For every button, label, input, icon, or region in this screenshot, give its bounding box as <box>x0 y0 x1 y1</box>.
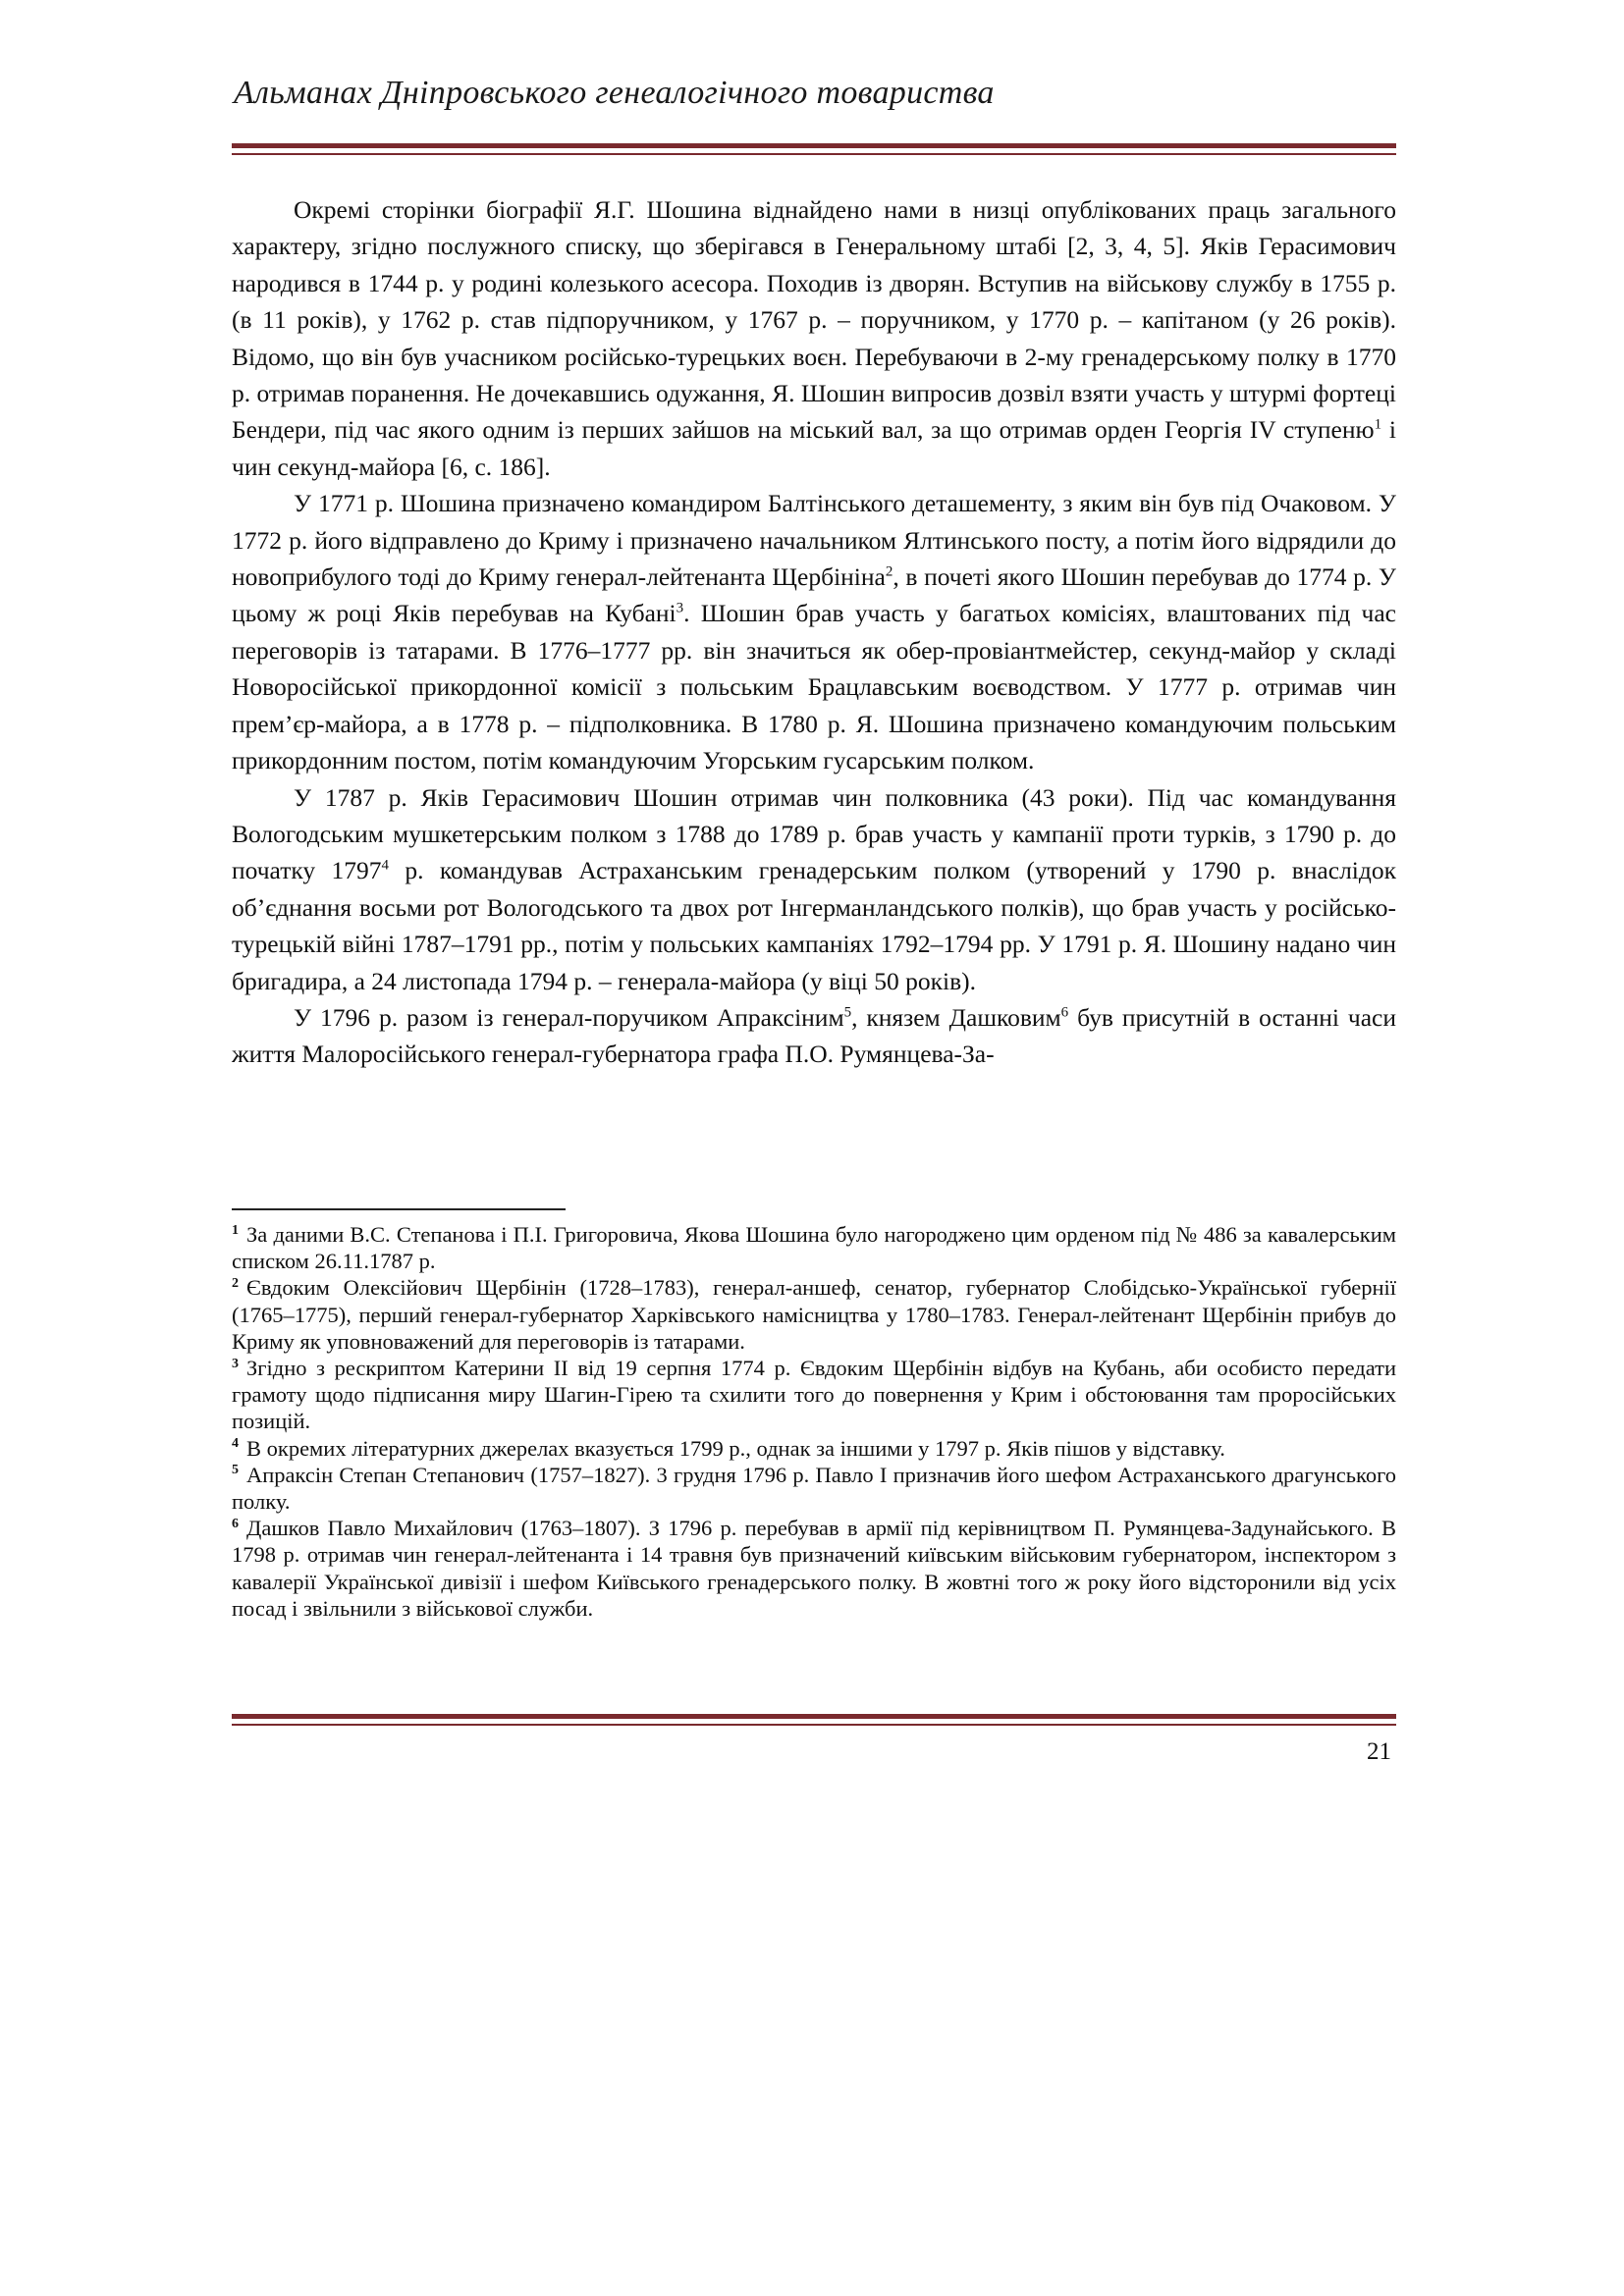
footnote-number: 2 <box>232 1275 239 1291</box>
header-rule-top <box>232 143 1396 148</box>
footnote-separator <box>232 1208 566 1210</box>
footnote: $^3$ Згідно з рескриптом Катерини II від 19 серпня 1774 р. Євдоким Щербінін відбув на Кубань, аби особисто передати грамоту щодо підписання миру Шагин-Гірею та схилити того до повернення у Крим і обстоювання там проросійських позицій. <box>232 1356 1396 1434</box>
footnote-ref[interactable]: 2 <box>885 563 893 580</box>
footnote: $^6$ Дашков Павло Михайлович (1763–1807). З 1796 р. перебував в армії під керівництвом П. Румянцева-Задунайського. В 1798 р. отримав чин генерал-лейтенанта і 14 травня був призначений київським військовим губернатором, інспектором з кавалерії Української дивізії і шефом Київського гренадерського полку. В жовтні того ж року його відсторонили від усіх посад і звільнили з військової служби. <box>232 1516 1396 1621</box>
journal-title: Альманах Дніпровського генеалогічного товариства <box>234 75 995 111</box>
footnote-number: 5 <box>232 1463 239 1478</box>
footnote-ref[interactable]: 3 <box>676 600 684 616</box>
footer-rule-top <box>232 1714 1396 1719</box>
page-number: 21 <box>1367 1738 1391 1765</box>
paragraph: У 1787 р. Яків Герасимович Шошин отримав чин полковника (43 роки). Під час командування Вологодським мушкетерським полком з 1788 до 1789 р. брав участь у кампанії проти турків, з 1790 р. до початку 1797$^4$ р. командував Астраханським гренадерським полком (утворений у 1790 р. внаслідок об’єднання восьми рот Вологодського та двох рот Інгерманландського полків), що брав участь у російсько-турецькій війні 1787–1791 рр., потім у польських кампаніях 1792–1794 рр. У 1791 р. Я. Шошину надано чин бригадира, а 24 листопада 1794 р. – генерала-майора (у віці 50 років). <box>232 782 1396 995</box>
paragraph: Окремі сторінки біографії Я.Г. Шошина віднайдено нами в низці опублікованих праць загального характеру, згідно послужного списку, що зберігався в Генеральному штабі [2, 3, 4, 5]. Яків Герасимович народився в 1744 р. у родині колезького асесора. Походив із дворян. Вступив на військову службу в 1755 р. (в 11 років), у 1762 р. став підпоручником, у 1767 р. – поручником, у 1770 р. – капітаном (у 26 років). Відомо, що він був учасником російсько-турецьких воєн. Перебуваючи в 2-му гренадерському полку в 1770 р. отримав поранення. Не дочекавшись одужання, Я. Шошин випросив дозвіл взяти участь у штурмі фортеці Бендери, під час якого одним із перших зайшов на міський вал, за що отримав орден Георгія IV ступеню$^1$ і чин секунд-майора [6, с. 186]. <box>232 195 1396 481</box>
footer-rule-bottom <box>232 1724 1396 1726</box>
footnotes <box>232 1221 1396 1622</box>
article-body <box>232 191 1396 1073</box>
footnote-ref[interactable]: 6 <box>1060 1004 1069 1021</box>
header-rule-bottom <box>232 153 1396 155</box>
footnote-ref[interactable]: 5 <box>843 1004 852 1021</box>
footnote-number: 3 <box>232 1356 239 1371</box>
paragraph: У 1796 р. разом із генерал-поручиком Апраксіним$^5$, князем Дашковим$^6$ був присутній в останні часи життя Малоросійського генерал-губернатора графа П.О. Румянцева-За- <box>232 1002 1397 1069</box>
footnote: $^4$ В окремих літературних джерелах вказується 1799 р., однак за іншими у 1797 р. Яків пішов у відставку. <box>232 1435 1225 1461</box>
footnote-ref[interactable]: 1 <box>1374 416 1382 433</box>
paragraph: У 1771 р. Шошина призначено командиром Балтінського деташементу, з яким він був під Очаковом. У 1772 р. його відправлено до Криму і призначено начальником Ялтинського посту, а потім його відрядили до новоприбулого тоді до Криму генерал-лейтенанта Щербініна$^2$, в почеті якого Шошин перебував до 1774 р. У цьому ж році Яків перебував на Кубані$^3$. Шошин брав участь у багатьох комісіях, влаштованих під час переговорів із татарами. В 1776–1777 рр. він значиться як обер-провіантмейстер, секунд-майор у складі Новоросійської прикордонної комісії з польським Брацлавським воєводством. У 1777 р. отримав чин прем’єр-майора, а в 1778 р. – підполковника. В 1780 р. Я. Шошина призначено командуючим польським прикордонним постом, потім командуючим Угорським гусарським полком. <box>232 489 1396 775</box>
footnote: $^5$ Апраксін Степан Степанович (1757–1827). 3 грудня 1796 р. Павло І призначив його шефом Астраханського драгунського полку. <box>232 1462 1396 1515</box>
footnote-number: 4 <box>232 1436 239 1452</box>
footnote-ref[interactable]: 4 <box>381 857 390 874</box>
footnote: $^2$ Євдоким Олексійович Щербінін (1728–1783), генерал-аншеф, сенатор, губернатор Слобідсько-Української губернії (1765–1775), перший генерал-губернатор Харківського намісництва у 1780–1783. Генерал-лейтенант Щербінін прибув до Криму як уповноважений для переговорів із татарами. <box>232 1275 1396 1354</box>
footnote: $^1$ За даними В.С. Степанова і П.І. Григоровича, Якова Шошина було нагороджено цим орденом під № 486 за кавалерським списком 26.11.1787 р. <box>232 1222 1396 1274</box>
footnote-number: 1 <box>232 1222 239 1238</box>
footnote-number: 6 <box>232 1516 239 1531</box>
